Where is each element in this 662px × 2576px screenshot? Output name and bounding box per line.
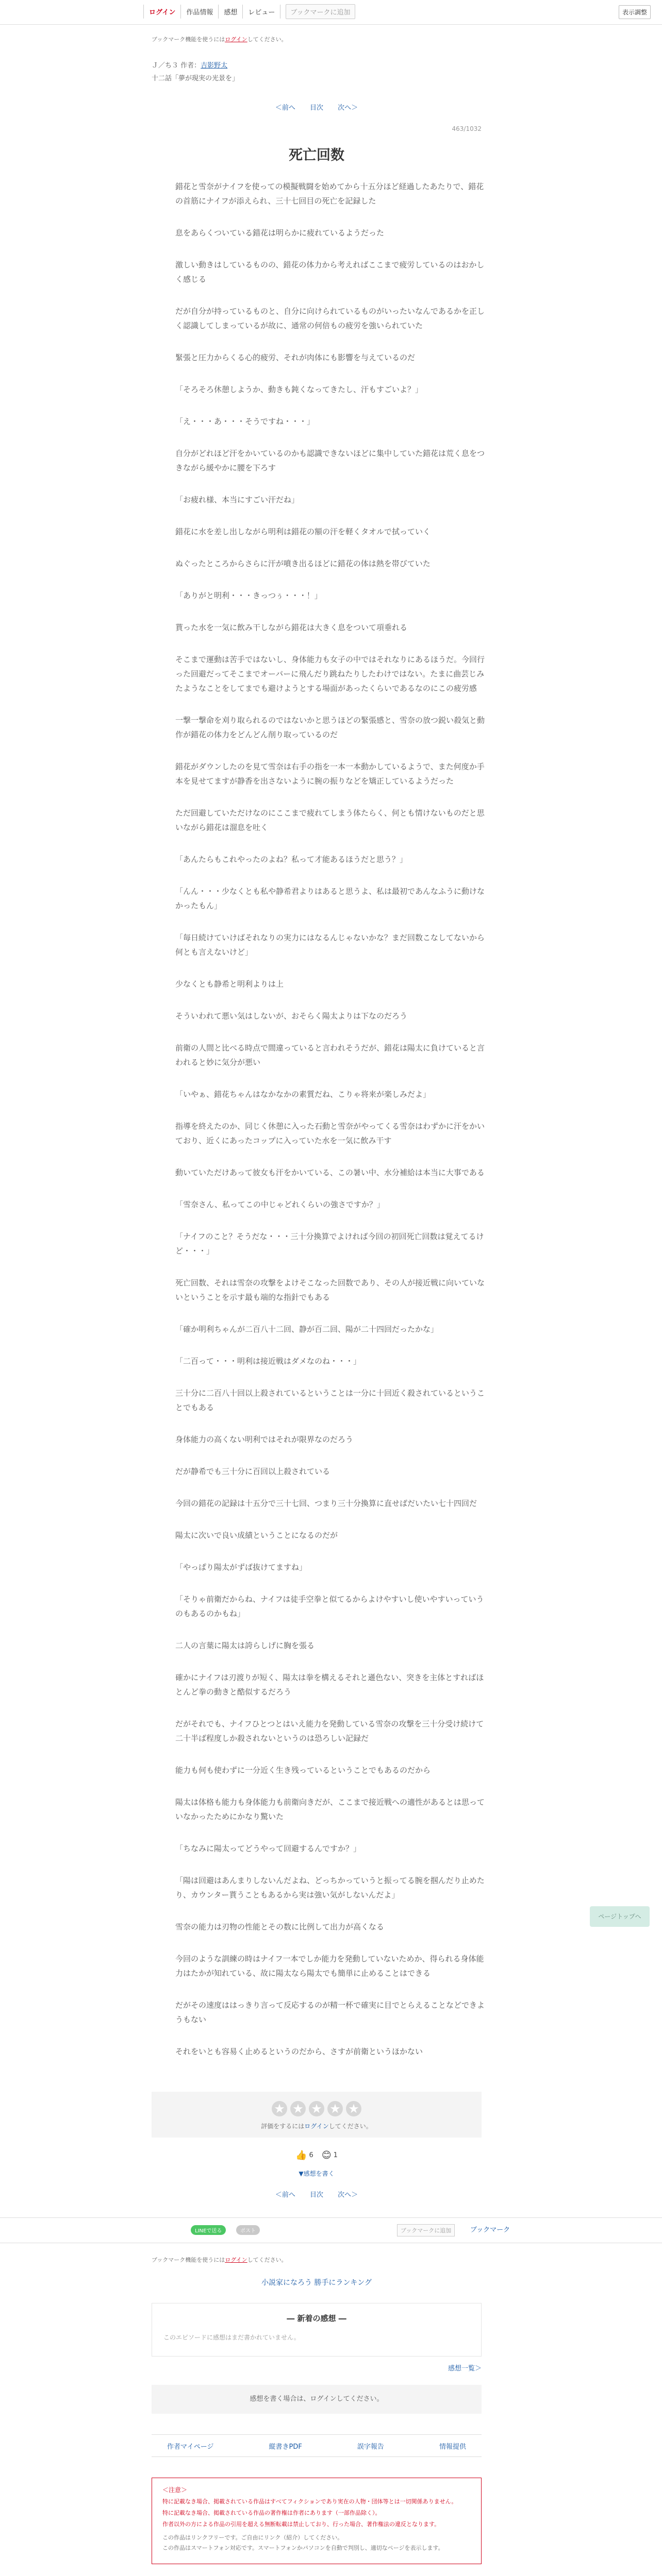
impression-login-note: 感想を書く場合は、ログインしてください。 (152, 2385, 482, 2414)
reaction-count: 1 (333, 2151, 338, 2159)
body-paragraph: 錯花がダウンしたのを見て雪奈は右手の指を一本一本動かしているようで、また何度か手本を見せてますが静香を出さないように腕の振りなどを矯正しているようだった (175, 762, 485, 786)
new-impressions-empty: このエピソードに感想はまだ書かれていません。 (163, 2334, 300, 2341)
body-paragraph: 「雪奈さん、私ってこの中じゃどれくらいの強さですか？」 (175, 1200, 385, 1209)
body-paragraph: 「ありがと明利・・・きっつぅ・・・！」 (175, 591, 322, 600)
body-paragraph: だがそれでも、ナイフひとつとはいえ能力を発動している雪奈の攻撃を三十分受け続けて二十半ば程度しか殺されないというのは恐ろしい記録だ (175, 1719, 484, 1743)
new-impressions-title: ― 新着の感想 ― (287, 2314, 346, 2323)
body-paragraph: 「やっぱり陽太がずば抜けてますね」 (175, 1563, 307, 1572)
impressions-link[interactable]: 感想 (219, 5, 243, 19)
prev-link[interactable]: ＜前へ (275, 104, 295, 112)
page-number: 463/1032 (452, 125, 482, 132)
bookmark-notice-prefix: ブックマーク機能を使うには (152, 2257, 225, 2263)
main-content (152, 35, 485, 2199)
body-paragraph: それをいとも容易く止めるというのだから、さすが前衛というほかない (175, 2047, 423, 2056)
next-link[interactable]: 次へ＞ (338, 104, 358, 112)
rating-star-icon[interactable]: ★ (290, 2101, 306, 2116)
lower-content (152, 2256, 482, 2414)
body-paragraph: 一撃一撃命を刈り取られるのではないかと思うほどの緊張感と、雪奈の放つ鋭い殺気と動作が錯花の体力をどんどん削り取っているのだ (175, 716, 485, 739)
body-paragraph: 錯花と雪奈がナイフを使っての模擬戦闘を始めてから十五分ほど経過したあたりで、錯花の首筋にナイフが添えられ、三十七回目の死亡を記録した (175, 182, 484, 206)
bookmark-notice-prefix: ブックマーク機能を使うには (152, 36, 225, 43)
body-paragraph: 「そろそろ休憩しようか、動きも鈍くなってきたし、汗もすごいよ？」 (175, 385, 423, 394)
body-paragraph: 雪奈の能力は刃物の性能とその数に比例して出力が高くなる (175, 1922, 385, 1931)
body-paragraph: 「陽は回避はあんまりしないんだよね、どっちかっていうと振ってる腕を掴んだり止めたり、カウンター貰うこともあるから実は強い気がしないんだよ」 (175, 1876, 485, 1900)
caution-box (152, 2478, 482, 2564)
body-paragraph: 「んん・・・少なくとも私や静希君よりはあると思うよ、私は最初であんなふうに動けなかったもん」 (175, 887, 485, 910)
body-paragraph: 指導を終えたのか、同じく休憩に入った石動と雪奈がやってくる雪奈はわずかに汗をかいており、近くにあったコップに入っていた水を一気に飲み干す (175, 1122, 485, 1145)
smile-icon: 😊 (321, 2150, 332, 2161)
series-label[interactable]: Ｊ／ち３ (152, 62, 179, 70)
login-link[interactable]: ログイン (143, 5, 181, 19)
page-top-button[interactable]: ページトップへ (590, 1906, 650, 1927)
rating-box (152, 2092, 482, 2138)
body-paragraph: 「ちなみに陽太ってどうやって回避するんですか？」 (175, 1844, 361, 1853)
prev-link[interactable]: ＜前へ (275, 2191, 295, 2199)
author-link[interactable]: 吉影野太 (201, 62, 228, 70)
display-settings-button[interactable]: 表示調整 (619, 5, 651, 19)
rating-star-icon[interactable]: ★ (346, 2101, 361, 2116)
body-paragraph: 「あんたらもこれやったのよね？私って才能あるほうだと思う？」 (175, 855, 408, 864)
body-paragraph: 錯花に水を差し出しながら明利は錯花の額の汗を軽くタオルで拭っていく (175, 527, 431, 536)
bookmark-notice-2 (152, 2256, 482, 2264)
body-paragraph: 三十分に二百八十回以上殺されているということは一分に十回近く殺されているということでもある (175, 1388, 485, 1412)
bookmark-add-button[interactable]: ブックマークに追加 (286, 4, 355, 19)
bookmark-link[interactable]: ブックマーク (470, 2226, 510, 2234)
body-paragraph: ぬぐったところからさらに汗が噴き出るほどに錯花の体は熱を帯びていた (175, 559, 431, 568)
body-paragraph: 陽太は体格も能力も身体能力も前衛向きだが、ここまで接近戦への適性があるとは思っていなかったためにかなり驚いた (175, 1798, 485, 1821)
thumbs-up-icon: 👍 (295, 2150, 307, 2161)
body-paragraph: 「いやぁ、錯花ちゃんはなかなかの素質だね、こりゃ将来が楽しみだよ」 (175, 1090, 431, 1099)
episode-pager-top (152, 102, 482, 112)
bookmark-notice (152, 35, 482, 43)
toc-link[interactable]: 目次 (309, 2191, 323, 2199)
body-paragraph: 動いていただけあって彼女も汗をかいている、この暑い中、水分補給は本当に大事である (175, 1168, 485, 1177)
body-paragraph: 「ナイフのこと？そうだな・・・三十分換算でよければ今回の初回死亡回数は覚えてるけど・・・」 (175, 1232, 484, 1256)
caution-title: ＜注意＞ (162, 2486, 188, 2494)
body-paragraph: そこまで運動は苦手ではないし、身体能力も女子の中ではそれなりにあるほうだ。今回行った回避だってそこまでオーバーに飛んだり跳ねたりしたわけではない。たまに曲芸じみたようなことをしてまでも避けようとする場面があったくらいであるなのにこの疲労感 (175, 655, 485, 693)
body-paragraph: 二人の言葉に陽太は誇らしげに胸を張る (175, 1641, 315, 1650)
body-paragraph: 確かにナイフは刃渡りが短く、陽太は拳を構えるそれと遜色ない、突きを主体とすればほとんど拳の動きと酷似するだろう (175, 1673, 484, 1697)
body-paragraph: ただ回避していただけなのにここまで疲れてしまう体たらく、何とも情けないものだと思いながら錯花は溜息を吐く (175, 808, 485, 832)
rating-star-icon[interactable]: ★ (309, 2101, 324, 2116)
bookmark-notice-suffix: してください。 (247, 36, 287, 43)
work-info-link[interactable]: 作品情報 (181, 5, 219, 19)
body-paragraph: だが静希でも三十分に百回以上殺されている (175, 1467, 330, 1476)
rating-note-prefix: 評価をするには (261, 2123, 305, 2130)
bookmark-notice-login-link[interactable]: ログイン (225, 2257, 247, 2263)
link-free-note: この作品はリンクフリーです。ご自由にリンク（紹介）してください。 (162, 2534, 343, 2541)
body-paragraph: 能力も何も使わずに一分近く生き残っているということでもあるのだから (175, 1766, 431, 1775)
body-paragraph: 陽太に次いで良い成績ということになるのだが (175, 1531, 338, 1540)
share-bar (0, 2217, 662, 2243)
body-paragraph: 緊張と圧力からくる心的疲労、それが肉体にも影響を与えているのだ (175, 353, 416, 362)
toc-link[interactable]: 目次 (309, 104, 323, 112)
body-paragraph: 「毎日続けていけばそれなりの実力にはなるんじゃないかな？まだ回数こなしてないから何とも言えないけど」 (175, 933, 485, 957)
body-paragraph: 「お疲れ様、本当にすごい汗だね」 (175, 495, 300, 504)
body-paragraph: 身体能力の高くない明利ではそれが限界なのだろう (175, 1435, 354, 1444)
caution-line: 特に記載なき場合、掲載されている作品はすべてフィクションであり実在の人物・団体等とは一切関係ありません。 (162, 2498, 457, 2505)
share-bookmark-add-button[interactable]: ブックマークに追加 (397, 2224, 455, 2236)
body-paragraph: 今回のような訓練の時はナイフ一本でしか能力を発動していないためか、得られる身体能力はたかが知れている、故に陽太なら陽太でも簡単に止めることはできる (175, 1954, 484, 1978)
author-mypage-link[interactable]: 作者マイページ (167, 2443, 214, 2451)
series-info (152, 60, 482, 70)
line-share-button[interactable]: LINEで送る (191, 2225, 226, 2235)
smartphone-note: この作品はスマートフォン対応です。スマートフォンかパソコンを自動で判別し、適切なページを表示します。 (162, 2545, 444, 2551)
body-paragraph: 死亡回数、それは雪奈の攻撃をよけそこなった回数であり、その人が接近戦に向いていないということを示す最も端的な指針でもある (175, 1278, 485, 1302)
new-impressions-box (152, 2303, 482, 2357)
bottom-links (152, 2434, 482, 2457)
bookmark-notice-login-link[interactable]: ログイン (225, 36, 247, 43)
body-paragraph: 「確か明利ちゃんが二百八十二回、静が百二回、陽が二十四回だったかな」 (175, 1325, 439, 1334)
author-prefix: 作者： (180, 62, 201, 70)
reaction-count: 6 (309, 2151, 313, 2159)
body-paragraph: 「二百って・・・明利は接近戦はダメなのね・・・」 (175, 1357, 361, 1366)
body-paragraph: 「そりゃ前衛だからね、ナイフは徒手空拳と似てるからよけやすいし使いやすいっていうのもあるのかもね」 (175, 1595, 484, 1618)
reviews-link[interactable]: レビュー (243, 5, 280, 19)
next-link[interactable]: 次へ＞ (338, 2191, 358, 2199)
body-paragraph: 息をあらくついている錯花は明らかに疲れているようだった (175, 228, 385, 238)
body-paragraph: 「え・・・あ・・・そうですね・・・」 (175, 417, 315, 426)
body-paragraph: だが自分が持っているものと、自分に向けられているものがいったいなんであるかを正しく認識してしまっているが故に、通常の何倍もの疲労を強いられていた (175, 307, 485, 330)
impressions-list-link[interactable]: 感想一覧＞ (448, 2365, 482, 2372)
episode-body (175, 179, 485, 2059)
reaction-thumbs-up[interactable] (295, 2150, 313, 2161)
body-paragraph: 貰った水を一気に飲み干しながら錯花は大きく息をついて項垂れる (175, 623, 408, 632)
info-provide-link[interactable]: 情報提供 (439, 2443, 466, 2451)
x-share-button[interactable]: ポスト (236, 2225, 260, 2235)
body-paragraph: だがその速度ははっきり言って反応するのが精一杯で確実に目でとらえることなどできようもない (175, 2001, 485, 2024)
rating-note-suffix: してください。 (328, 2123, 372, 2130)
rating-login-link[interactable]: ログイン (304, 2123, 329, 2130)
top-bar (0, 0, 662, 25)
reaction-smile[interactable] (322, 2150, 338, 2161)
vertical-pdf-link[interactable]: 縦書きPDF (269, 2443, 302, 2451)
top-nav (143, 4, 355, 19)
typo-report-link[interactable]: 誤字報告 (357, 2443, 384, 2451)
body-paragraph: 激しい動きはしているものの、錯花の体力から考えればここまで疲労しているのはおかしく感じる (175, 260, 485, 284)
episode-title: 死亡回数 (289, 147, 344, 163)
bookmark-notice-suffix: してください。 (247, 2257, 287, 2263)
write-impression-link[interactable]: ▼感想を書く (299, 2170, 335, 2177)
body-paragraph: 今回の錯花の記録は十五分で三十七回、つまり三十分換算に直せばだいたい七十四回だ (175, 1499, 477, 1508)
rating-star-icon[interactable]: ★ (272, 2101, 287, 2116)
body-paragraph: そういわれて悪い気はしないが、おそらく陽太よりは下なのだろう (175, 1011, 408, 1021)
reaction-bar (152, 2150, 482, 2161)
caution-line: 作者以外の方による作品の引用を超える無断転載は禁止しており、行った場合、著作権法の違反となります。 (162, 2521, 440, 2528)
chapter-title: 十二話「夢が現実の光景を」 (152, 75, 239, 82)
body-paragraph: 自分がどれほど汗をかいているのかも認識できないほどに集中していた錯花は荒く息をつきながら緩やかに腰を下ろす (175, 449, 485, 472)
rating-star-icon[interactable]: ★ (327, 2101, 343, 2116)
episode-pager-bottom (152, 2189, 482, 2199)
rating-note (152, 2122, 482, 2130)
rating-stars (152, 2101, 482, 2116)
ranking-link[interactable]: 小説家になろう 勝手にランキング (261, 2279, 372, 2287)
body-paragraph: 少なくとも静希と明利よりは上 (175, 979, 284, 989)
body-paragraph: 前衛の人間と比べる時点で間違っていると言われそうだが、錯花は陽太に負けていると言われると妙に気分が悪い (175, 1043, 485, 1067)
caution-line: 特に記載なき場合、掲載されている作品の著作権は作者にあります（一部作品除く）。 (162, 2510, 381, 2516)
